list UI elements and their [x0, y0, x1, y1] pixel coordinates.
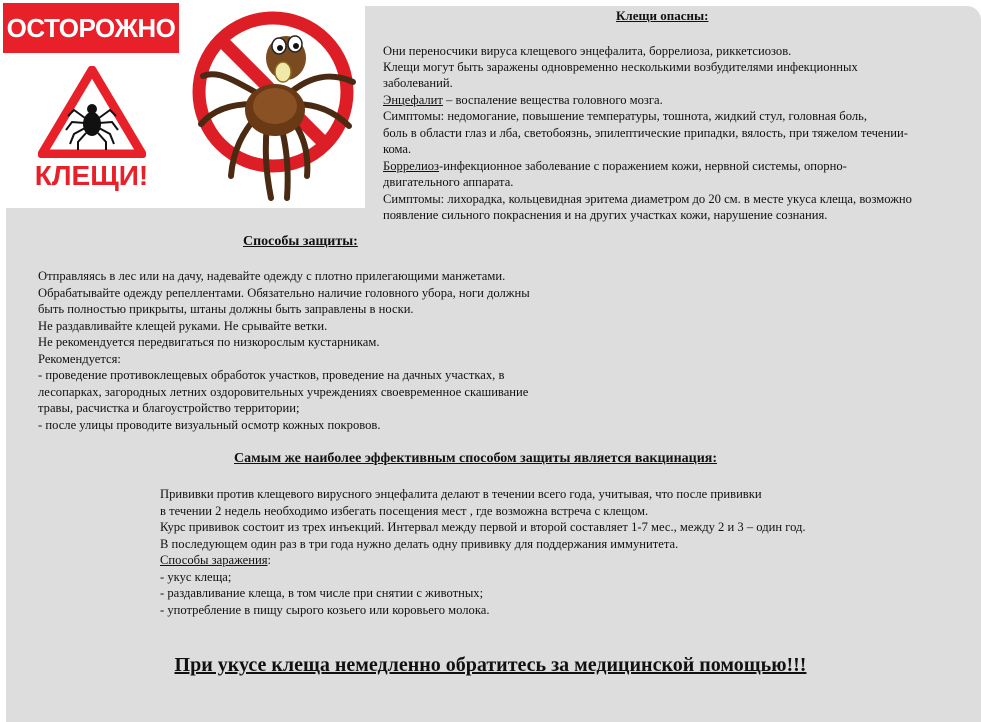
final-notice: При укусе клеща немедленно обратитесь за медицинской помощью!!! — [174, 654, 807, 676]
borreliosis-text: -инфекционное заболевание с поражением кожи, нервной системы, опорно- — [439, 159, 847, 173]
vaccination-line: Прививки против клещевого вирусного энцефалита делают в течении всего года, учитывая, что после прививки — [160, 487, 762, 501]
encephalitis-term: Энцефалит — [383, 93, 443, 107]
danger-heading: Клещи опасны: — [616, 8, 709, 23]
protection-line: лесопарках, загородных летних оздоровительных учреждениях своевременное скашивание — [38, 385, 529, 399]
vaccination-line: Курс прививок состоит из трех инъекций. Интервал между первой и второй составляет 1-7 мес., между 2 и 3 – один год. — [160, 520, 806, 534]
header-images — [0, 0, 365, 208]
vaccination-heading: Самым же наиболее эффективным способом защиты является вакцинация: — [234, 451, 718, 466]
protection-line: Обрабатывайте одежду репеллентами. Обязательно наличие головного убора, ноги должны — [38, 286, 530, 300]
danger-line-2: Клещи могут быть заражены одновременно несколькими возбудителями инфекционных — [383, 60, 858, 74]
danger-line-3: заболеваний. — [383, 76, 453, 90]
protection-line: быть полностью прикрыты, штаны должны быть заправлены в носки. — [38, 302, 414, 316]
protection-line: травы, расчистка и благоустройство территории; — [38, 401, 300, 415]
infection-item: - раздавливание клеща, в том числе при снятии с животных; — [160, 586, 484, 600]
encephalitis-text: – воспаление вещества головного мозга. — [442, 93, 663, 107]
protection-line: Рекомендуется: — [38, 352, 121, 366]
borreliosis-term: Боррелиоз — [383, 159, 440, 173]
danger-line-11: появление сильного покраснения и на других участках кожи, нарушение сознания. — [383, 208, 828, 222]
infection-title: Способы заражения — [160, 553, 268, 567]
infection-item: - укус клеща; — [160, 570, 232, 584]
protection-line: Отправляясь в лес или на дачу, надевайте одежду с плотно прилегающими манжетами. — [38, 269, 506, 283]
protection-heading: Способы защиты: — [243, 234, 358, 249]
vaccination-line: В последующем один раз в три года нужно делать одну прививку для поддержания иммунитета. — [160, 537, 679, 551]
danger-line-6: боль в области глаз и лба, светобоязнь, эпилептические припадки, вялость, при тяжелом течении- — [383, 126, 908, 140]
danger-line-7: кома. — [383, 142, 412, 156]
danger-line-9: двигательного аппарата. — [383, 175, 514, 189]
danger-line-10: Симптомы: лихорадка, кольцевидная эритема диаметром до 20 см. в месте укуса клеща, возможно — [383, 192, 912, 206]
protection-line: Не раздавливайте клещей руками. Не срывайте ветки. — [38, 319, 328, 333]
danger-line-5: Симптомы: недомогание, повышение температуры, тошнота, жидкий стул, головная боль, — [383, 109, 868, 123]
warning-sign — [0, 0, 183, 208]
infection-heading — [160, 552, 271, 569]
warning-label: КЛЕЩИ! — [34, 160, 149, 191]
vaccination-line: в течении 2 недель необходимо избегать посещения мест , где возможна встреча с клещом. — [160, 504, 649, 518]
encephalitis-definition — [383, 92, 663, 109]
protection-line: - после улицы проводите визуальный осмотр кожных покровов. — [38, 418, 381, 432]
protection-line: Не рекомендуется передвигаться по низкорослым кустарникам. — [38, 335, 380, 349]
infection-colon: : — [267, 553, 272, 567]
warning-triangle-icon — [38, 66, 146, 158]
tick-prohibition-icon — [183, 0, 365, 208]
infection-item: - употребление в пищу сырого козьего или коровьего молока. — [160, 603, 490, 617]
protection-line: - проведение противоклещевых обработок участков, проведение на дачных участках, в — [38, 368, 505, 382]
danger-line-1: Они переносчики вируса клещевого энцефалита, боррелиоза, риккетсиозов. — [383, 44, 792, 58]
borreliosis-definition — [383, 158, 847, 175]
warning-banner: ОСТОРОЖНО — [3, 3, 179, 53]
